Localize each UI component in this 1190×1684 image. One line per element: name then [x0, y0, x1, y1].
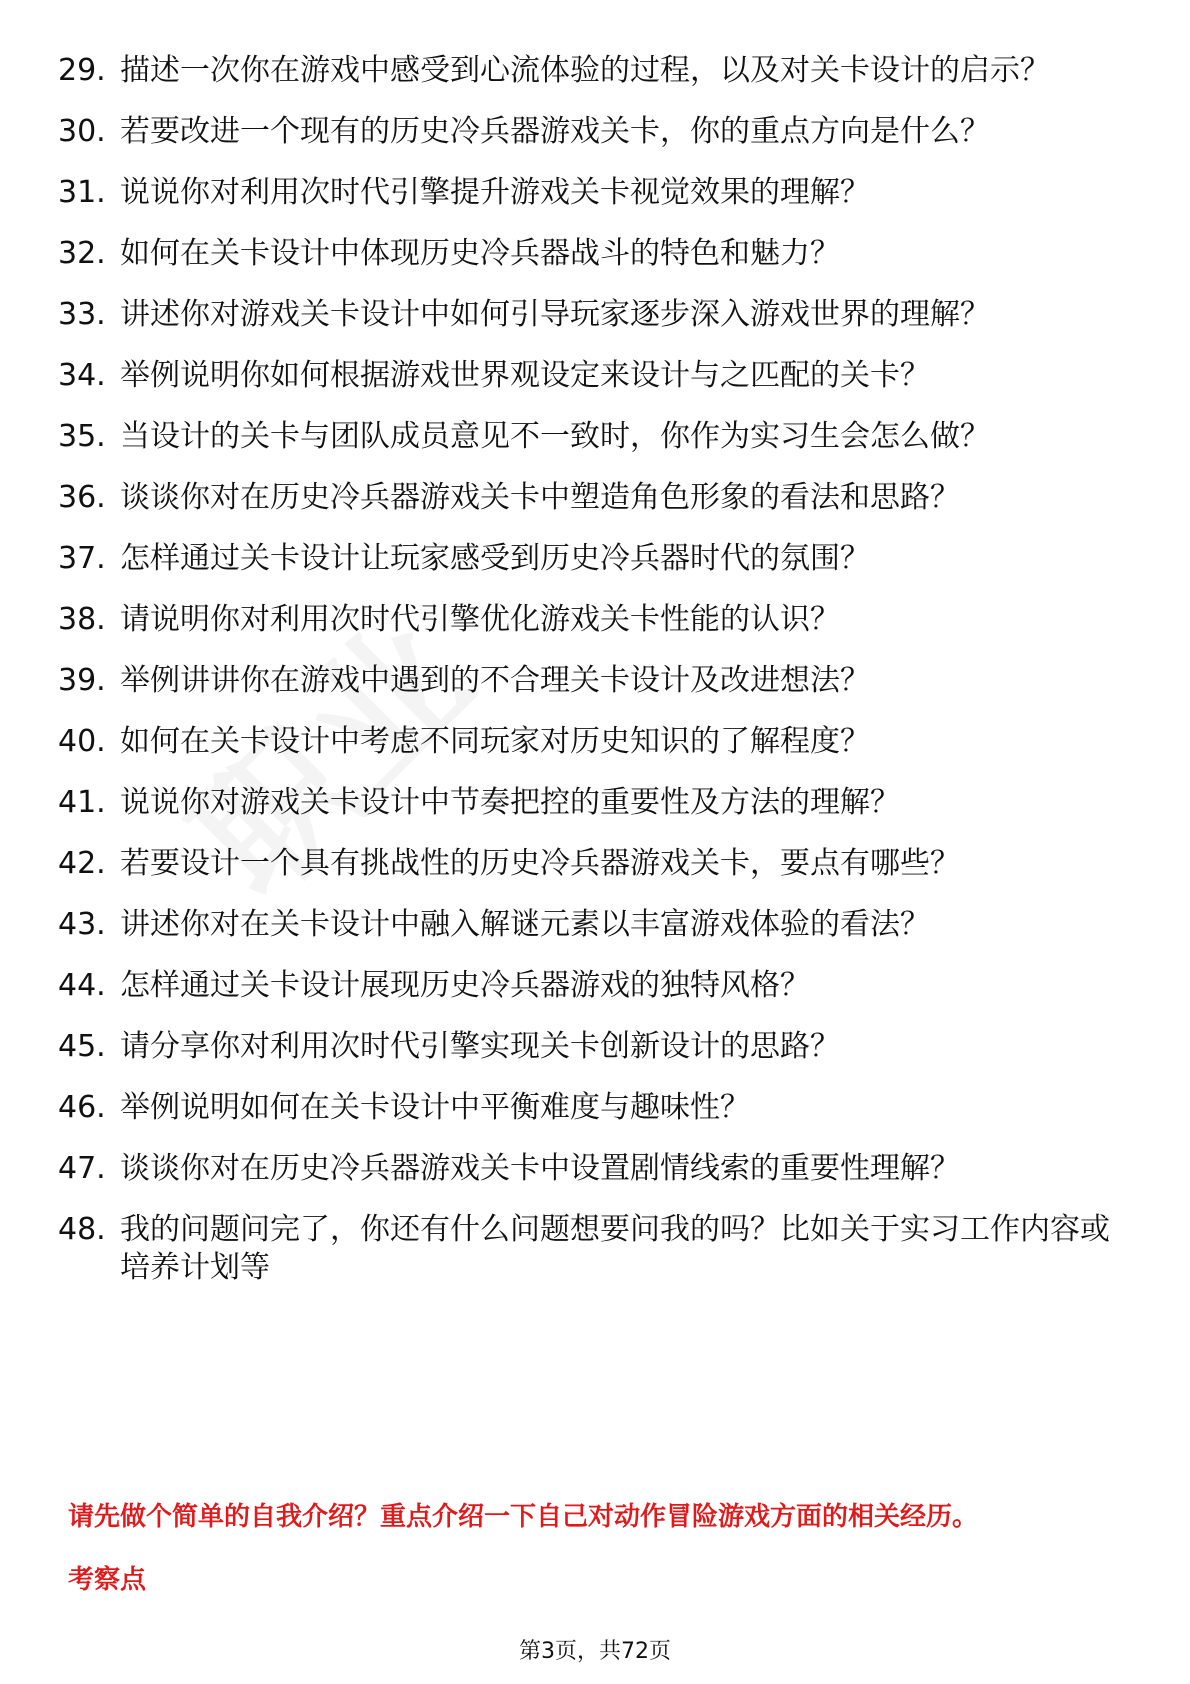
question-item — [58, 174, 1118, 212]
question-text: 谈谈你对在历史冷兵器游戏关卡中塑造角色形象的看法和思路？ — [120, 480, 960, 515]
question-number: 45. — [58, 1029, 106, 1064]
question-number: 44. — [58, 968, 106, 1003]
question-text: 我的问题问完了，你还有什么问题想要问我的吗？比如关于实习工作内容或培养计划等 — [120, 1212, 1110, 1285]
question-item — [58, 1089, 1118, 1127]
page-footer: 第3页，共72页 — [519, 1639, 671, 1664]
question-number: 41. — [58, 785, 106, 820]
question-text: 描述一次你在游戏中感受到心流体验的过程，以及对关卡设计的启示？ — [120, 53, 1050, 88]
question-number: 33. — [58, 297, 106, 332]
question-text: 当设计的关卡与团队成员意见不一致时，你作为实习生会怎么做？ — [120, 419, 990, 454]
highlight-question: 请先做个简单的自我介绍？重点介绍一下自己对动作冒险游戏方面的相关经历。 — [68, 1502, 979, 1532]
question-list — [58, 52, 1118, 1310]
question-number: 42. — [58, 846, 106, 881]
question-text: 若要设计一个具有挑战性的历史冷兵器游戏关卡，要点有哪些？ — [120, 846, 960, 881]
question-number: 43. — [58, 907, 106, 942]
question-item — [58, 1211, 1118, 1287]
question-text: 举例说明你如何根据游戏世界观设定来设计与之匹配的关卡？ — [120, 358, 930, 393]
question-number: 47. — [58, 1151, 106, 1186]
question-text: 若要改进一个现有的历史冷兵器游戏关卡，你的重点方向是什么？ — [120, 114, 990, 149]
question-text: 举例讲讲你在游戏中遇到的不合理关卡设计及改进想法？ — [120, 663, 870, 698]
question-item — [58, 723, 1118, 761]
question-item — [58, 235, 1118, 273]
question-item — [58, 113, 1118, 151]
question-text: 请说明你对利用次时代引擎优化游戏关卡性能的认识？ — [120, 602, 840, 637]
question-text: 请分享你对利用次时代引擎实现关卡创新设计的思路？ — [120, 1029, 840, 1064]
question-number: 31. — [58, 175, 106, 210]
question-text: 讲述你对游戏关卡设计中如何引导玩家逐步深入游戏世界的理解？ — [120, 297, 990, 332]
question-text: 如何在关卡设计中体现历史冷兵器战斗的特色和魅力？ — [120, 236, 840, 271]
question-item — [58, 418, 1118, 456]
question-number: 39. — [58, 663, 106, 698]
question-item — [58, 967, 1118, 1005]
question-item — [58, 662, 1118, 700]
question-item — [58, 52, 1118, 90]
question-text: 举例说明如何在关卡设计中平衡难度与趣味性？ — [120, 1090, 750, 1125]
section-label: 考察点 — [68, 1565, 147, 1595]
question-item — [58, 601, 1118, 639]
question-number: 30. — [58, 114, 106, 149]
question-text: 怎样通过关卡设计展现历史冷兵器游戏的独特风格？ — [120, 968, 810, 1003]
question-number: 46. — [58, 1090, 106, 1125]
question-item — [58, 540, 1118, 578]
question-item — [58, 1150, 1118, 1188]
question-number: 35. — [58, 419, 106, 454]
question-number: 34. — [58, 358, 106, 393]
question-item — [58, 845, 1118, 883]
question-item — [58, 1028, 1118, 1066]
question-number: 37. — [58, 541, 106, 576]
question-item — [58, 296, 1118, 334]
question-number: 36. — [58, 480, 106, 515]
question-text: 谈谈你对在历史冷兵器游戏关卡中设置剧情线索的重要性理解？ — [120, 1151, 960, 1186]
question-number: 40. — [58, 724, 106, 759]
question-text: 说说你对利用次时代引擎提升游戏关卡视觉效果的理解？ — [120, 175, 870, 210]
question-text: 怎样通过关卡设计让玩家感受到历史冷兵器时代的氛围？ — [120, 541, 870, 576]
question-text: 说说你对游戏关卡设计中节奏把控的重要性及方法的理解？ — [120, 785, 900, 820]
question-number: 38. — [58, 602, 106, 637]
question-item — [58, 906, 1118, 944]
question-text: 如何在关卡设计中考虑不同玩家对历史知识的了解程度？ — [120, 724, 870, 759]
question-item — [58, 784, 1118, 822]
question-number: 48. — [58, 1212, 106, 1247]
question-number: 29. — [58, 53, 106, 88]
question-item — [58, 479, 1118, 517]
question-text: 讲述你对在关卡设计中融入解谜元素以丰富游戏体验的看法？ — [120, 907, 930, 942]
question-number: 32. — [58, 236, 106, 271]
question-item — [58, 357, 1118, 395]
